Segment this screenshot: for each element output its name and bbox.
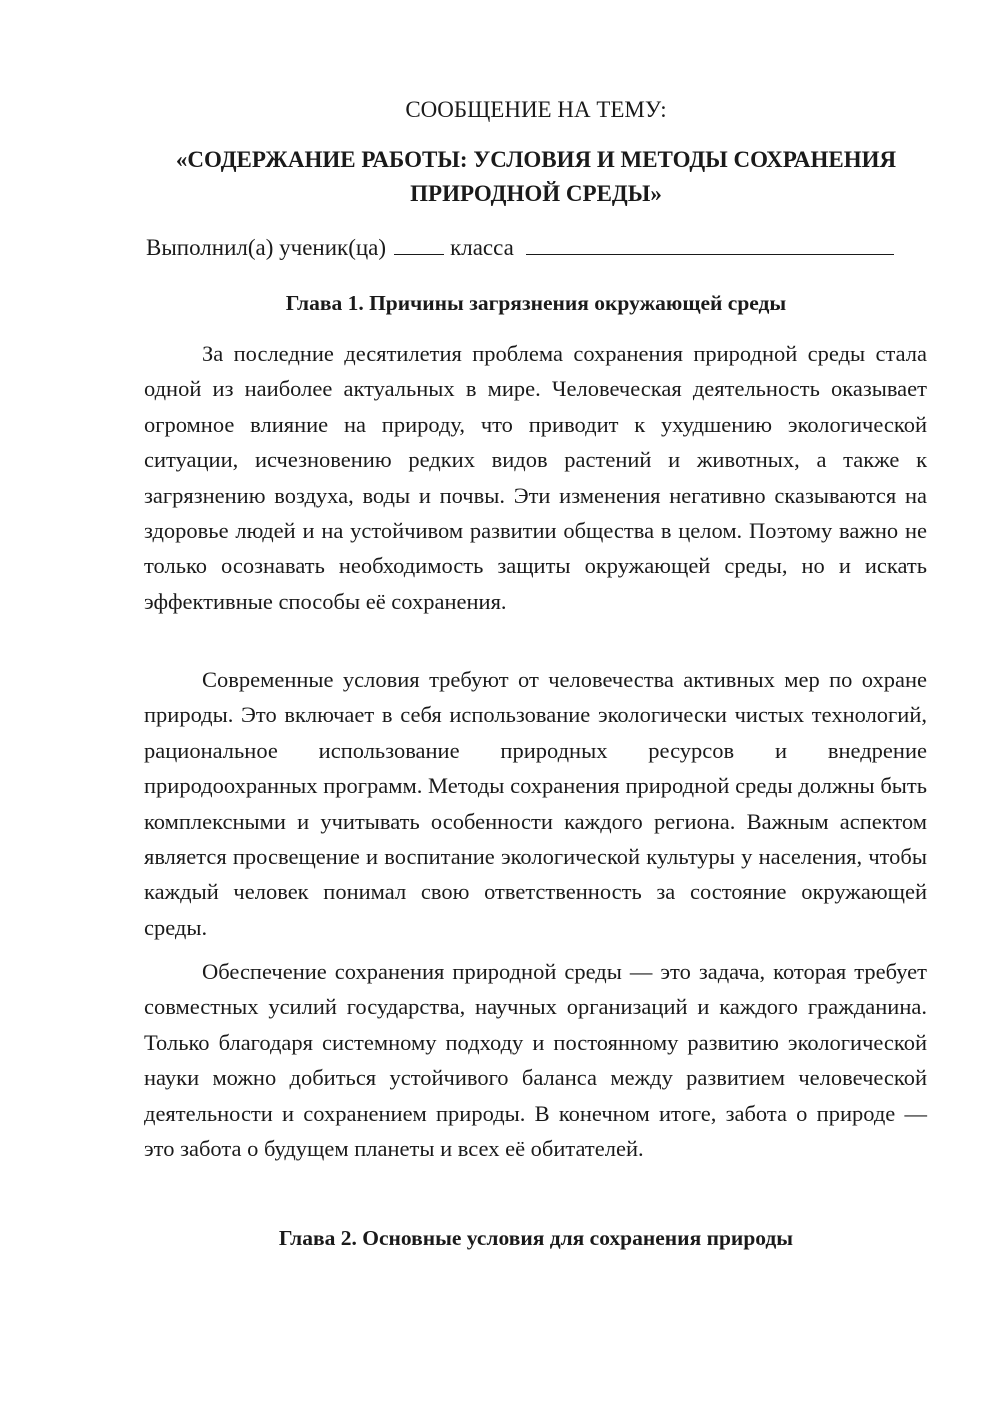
- chapter-1-paragraph-3: Обеспечение сохранения природной среды — это задача, которая требует совместных усилий государства, научных организаций и каждого гражданина. Только благодаря системному подходу и постоянному развитию экологической науки можно добиться устойчивого баланса между развитием человеческой деятельности и сохранением природы. В конечном итоге, забота о природе — это забота о будущем планеты и всех её обитателей.: [144, 959, 927, 1162]
- signature-line: [146, 233, 894, 263]
- topic-label: СООБЩЕНИЕ НА ТЕМУ:: [405, 97, 667, 122]
- class-label: класса: [450, 235, 514, 260]
- document-title-text: «СОДЕРЖАНИЕ РАБОТЫ: УСЛОВИЯ И МЕТОДЫ СОХРАНЕНИЯ ПРИРОДНОЙ СРЕДЫ»: [175, 147, 897, 206]
- performed-by-label: Выполнил(а) ученик(ца): [146, 235, 387, 260]
- chapter-1-paragraph-2: Современные условия требуют от человечества активных мер по охране природы. Это включает в себя использование экологически чистых технологий, рациональное использование природных ресурсов и внедрение природоохранных программ. Методы сохранения природной среды должны быть комплексными и учитывать особенности каждого региона. Важным аспектом является просвещение и воспитание экологической культуры у населения, чтобы каждый человек понимал свою ответственность за состояние окружающей среды.: [144, 667, 927, 940]
- chapter-2-heading: Глава 2. Основные условия для сохранения природы: [278, 1226, 794, 1250]
- class-number-blank: [394, 234, 444, 255]
- student-name-blank: [526, 234, 894, 255]
- document-title: [36, 143, 1000, 211]
- chapter-1-heading: Глава 1. Причины загрязнения окружающей среды: [285, 291, 787, 315]
- chapter-1-paragraph-1: За последние десятилетия проблема сохранения природной среды стала одной из наиболее актуальных в мире. Человеческая деятельность оказывает огромное влияние на природу, что приводит к ухудшению экологической ситуации, исчезновению редких видов растений и животных, а также к загрязнению воздуха, воды и почвы. Эти изменения негативно сказываются на здоровье людей и на устойчивом развитии общества в целом. Поэтому важно не только осознавать необходимость защиты окружающей среды, но и искать эффективные способы её сохранения.: [144, 341, 927, 614]
